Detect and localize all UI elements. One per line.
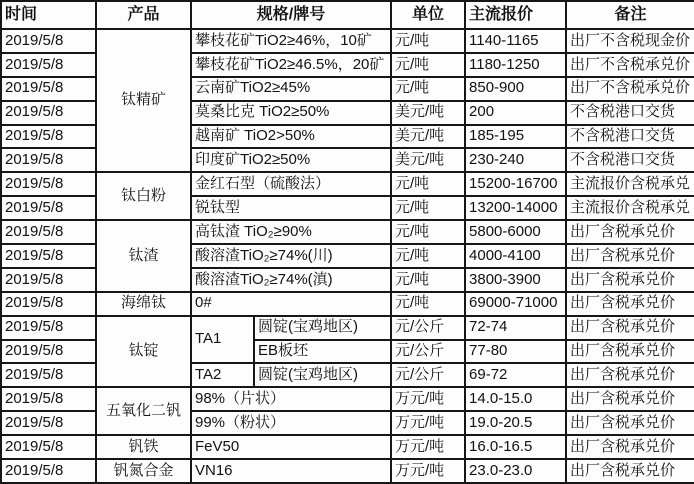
time-cell: 2019/5/8 (1, 125, 96, 149)
time-cell: 2019/5/8 (1, 196, 96, 220)
spec-cell: 酸溶渣TiO₂≥74%(川) (191, 244, 391, 268)
price-cell: 69-72 (465, 363, 566, 387)
price-cell: 4000-4100 (465, 244, 566, 268)
table-row (1, 459, 694, 483)
product-cell: 钒铁 (96, 435, 191, 459)
header-row (1, 1, 694, 29)
unit-cell: 美元/吨 (391, 101, 465, 125)
note-cell: 出厂含税承兑价 (566, 411, 694, 435)
price-cell: 77-80 (465, 340, 566, 364)
price-cell: 1140-1165 (465, 29, 566, 53)
grade-cell: TA2 (191, 363, 254, 387)
note-cell: 出厂不含税现金价 (566, 29, 694, 53)
note-cell: 出厂含税承兑价 (566, 316, 694, 340)
note-cell: 出厂含税承兑价 (566, 459, 694, 483)
note-cell: 出厂不含税承兑价 (566, 53, 694, 77)
time-cell: 2019/5/8 (1, 435, 96, 459)
spec-cell: 98%（片状） (191, 387, 391, 411)
spec-cell: FeV50 (191, 435, 391, 459)
unit-cell: 元/公斤 (391, 316, 465, 340)
spec-cell: 印度矿TiO2≥50% (191, 148, 391, 172)
price-cell: 16.0-16.5 (465, 435, 566, 459)
price-cell: 13200-14000 (465, 196, 566, 220)
unit-cell: 万元/吨 (391, 459, 465, 483)
unit-cell: 元/吨 (391, 77, 465, 101)
unit-cell: 元/公斤 (391, 340, 465, 364)
unit-cell: 元/吨 (391, 220, 465, 244)
form-cell: 圆锭(宝鸡地区) (254, 316, 391, 340)
spec-cell: 攀枝花矿TiO2≥46.5%，20矿 (191, 53, 391, 77)
table-row (1, 387, 694, 411)
table-row (1, 435, 694, 459)
table-row (1, 316, 694, 340)
time-cell: 2019/5/8 (1, 101, 96, 125)
time-cell: 2019/5/8 (1, 148, 96, 172)
product-cell: 钛渣 (96, 220, 191, 292)
spec-cell: 高钛渣 TiO₂≥90% (191, 220, 391, 244)
spec-cell: 攀枝花矿TiO2≥46%，10矿 (191, 29, 391, 53)
time-cell: 2019/5/8 (1, 387, 96, 411)
price-cell: 185-195 (465, 125, 566, 149)
header-note: 备注 (566, 1, 694, 29)
note-cell: 出厂含税承兑价 (566, 387, 694, 411)
unit-cell: 万元/吨 (391, 387, 465, 411)
note-cell: 主流报价含税承兑 (566, 196, 694, 220)
note-cell: 不含税港口交货 (566, 125, 694, 149)
unit-cell: 美元/吨 (391, 148, 465, 172)
price-cell: 15200-16700 (465, 172, 566, 196)
form-cell: EB板坯 (254, 340, 391, 364)
price-cell: 23.0-23.0 (465, 459, 566, 483)
unit-cell: 美元/吨 (391, 125, 465, 149)
header-spec: 规格/牌号 (191, 1, 391, 29)
note-cell: 出厂不含税承兑价 (566, 77, 694, 101)
spec-cell: 云南矿TiO2≥45% (191, 77, 391, 101)
product-cell: 钛精矿 (96, 29, 191, 172)
price-cell: 1180-1250 (465, 53, 566, 77)
time-cell: 2019/5/8 (1, 292, 96, 316)
unit-cell: 万元/吨 (391, 411, 465, 435)
note-cell: 出厂含税承兑价 (566, 268, 694, 292)
price-cell: 850-900 (465, 77, 566, 101)
spec-cell: 酸溶渣TiO₂≥74%(滇) (191, 268, 391, 292)
price-cell: 200 (465, 101, 566, 125)
unit-cell: 元/公斤 (391, 363, 465, 387)
unit-cell: 元/吨 (391, 172, 465, 196)
product-cell: 五氧化二钒 (96, 387, 191, 435)
spec-cell: 金红石型（硫酸法） (191, 172, 391, 196)
time-cell: 2019/5/8 (1, 363, 96, 387)
unit-cell: 万元/吨 (391, 435, 465, 459)
price-cell: 5800-6000 (465, 220, 566, 244)
price-cell: 69000-71000 (465, 292, 566, 316)
price-cell: 14.0-15.0 (465, 387, 566, 411)
time-cell: 2019/5/8 (1, 244, 96, 268)
product-cell: 海绵钛 (96, 292, 191, 316)
product-cell: 钒氮合金 (96, 459, 191, 483)
note-cell: 出厂含税承兑价 (566, 220, 694, 244)
note-cell: 主流报价含税承兑 (566, 172, 694, 196)
table-row (1, 220, 694, 244)
note-cell: 出厂含税承兑价 (566, 244, 694, 268)
note-cell: 出厂含税承兑价 (566, 292, 694, 316)
note-cell: 出厂含税承兑价 (566, 363, 694, 387)
time-cell: 2019/5/8 (1, 316, 96, 340)
time-cell: 2019/5/8 (1, 77, 96, 101)
spec-cell: 莫桑比克 TiO2≥50% (191, 101, 391, 125)
time-cell: 2019/5/8 (1, 172, 96, 196)
time-cell: 2019/5/8 (1, 340, 96, 364)
note-cell: 出厂含税承兑价 (566, 435, 694, 459)
price-cell: 19.0-20.5 (465, 411, 566, 435)
time-cell: 2019/5/8 (1, 220, 96, 244)
note-cell: 不含税港口交货 (566, 148, 694, 172)
price-cell: 72-74 (465, 316, 566, 340)
header-product: 产品 (96, 1, 191, 29)
header-unit: 单位 (391, 1, 465, 29)
price-cell: 230-240 (465, 148, 566, 172)
time-cell: 2019/5/8 (1, 411, 96, 435)
spec-cell: 锐钛型 (191, 196, 391, 220)
unit-cell: 元/吨 (391, 292, 465, 316)
unit-cell: 元/吨 (391, 196, 465, 220)
unit-cell: 元/吨 (391, 29, 465, 53)
grade-cell: TA1 (191, 316, 254, 364)
spec-cell: 99%（粉状） (191, 411, 391, 435)
spec-cell: 越南矿 TiO2>50% (191, 125, 391, 149)
time-cell: 2019/5/8 (1, 459, 96, 483)
product-cell: 钛锭 (96, 316, 191, 388)
header-price: 主流报价 (465, 1, 566, 29)
product-cell: 钛白粉 (96, 172, 191, 220)
form-cell: 圆锭(宝鸡地区) (254, 363, 391, 387)
unit-cell: 元/吨 (391, 268, 465, 292)
unit-cell: 元/吨 (391, 53, 465, 77)
note-cell: 不含税港口交货 (566, 101, 694, 125)
table-row (1, 172, 694, 196)
header-time: 时间 (1, 1, 96, 29)
table-row (1, 29, 694, 53)
price-cell: 3800-3900 (465, 268, 566, 292)
time-cell: 2019/5/8 (1, 53, 96, 77)
time-cell: 2019/5/8 (1, 29, 96, 53)
unit-cell: 元/吨 (391, 244, 465, 268)
table-row (1, 292, 694, 316)
time-cell: 2019/5/8 (1, 268, 96, 292)
note-cell: 出厂含税承兑价 (566, 340, 694, 364)
spec-cell: VN16 (191, 459, 391, 483)
spec-cell: 0# (191, 292, 391, 316)
